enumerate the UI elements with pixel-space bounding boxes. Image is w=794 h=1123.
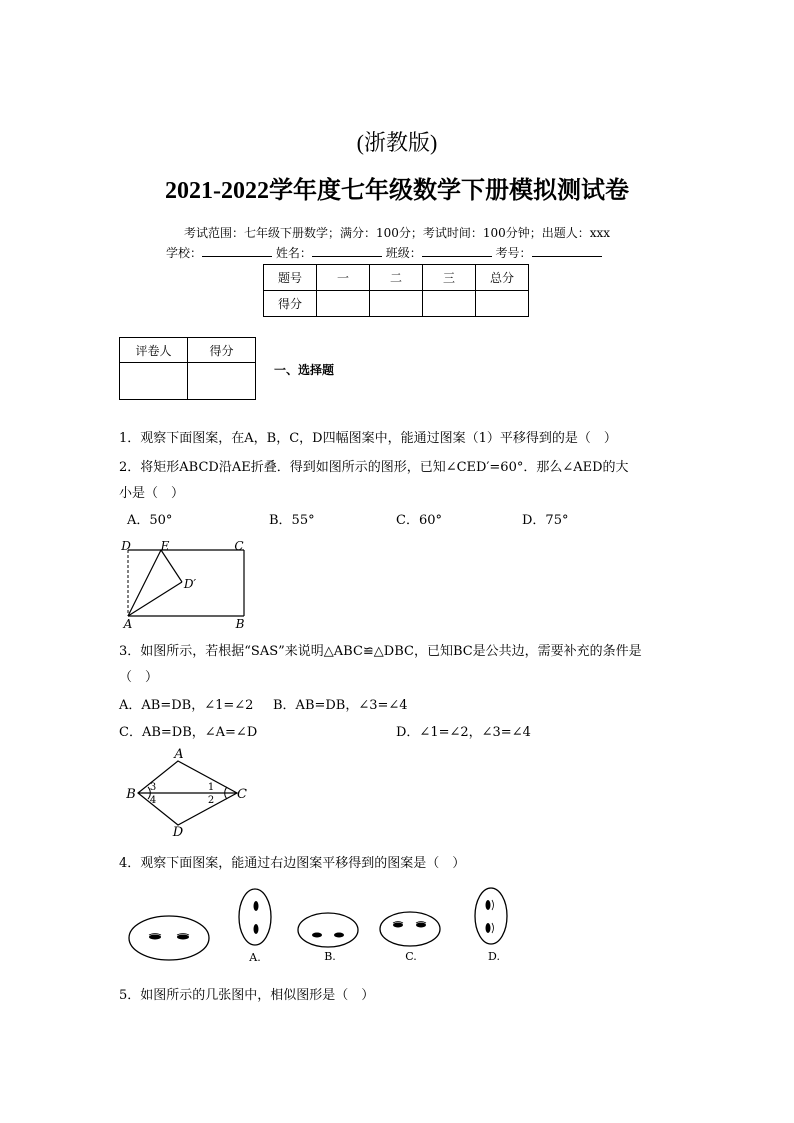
score-cell[interactable] <box>476 291 529 317</box>
label-angle-4: 4 <box>149 795 157 806</box>
q2-option-d: D．75° <box>522 513 569 528</box>
grader-table <box>119 337 256 400</box>
score-cell[interactable] <box>317 291 370 317</box>
option-c-label: C. <box>405 950 417 963</box>
score-table-header: 一 <box>317 265 370 291</box>
label-angle-2: 2 <box>207 795 215 806</box>
q4-figure <box>122 882 522 972</box>
class-label: 班级： <box>385 246 422 260</box>
q3-figure <box>122 745 252 840</box>
option-d-label: D. <box>488 950 500 963</box>
exam-no-label: 考号： <box>495 246 532 260</box>
label-angle-3: 3 <box>149 782 157 793</box>
score-table-header-row <box>264 265 529 291</box>
question-5: 5．如图所示的几张图中，相似图形是（ ） <box>119 988 375 1003</box>
score-table <box>263 264 529 317</box>
score-table-score-row <box>264 291 529 317</box>
option-c-eye-left <box>393 923 403 928</box>
school-label: 学校： <box>166 246 203 260</box>
question-2-line2: 小是（ ） <box>119 486 185 501</box>
q2-option-c: C．60° <box>396 513 442 528</box>
label-d: D <box>121 539 131 553</box>
question-2-line1: 2．将矩形ABCD沿AE折叠．得到如图所示的图形，已知∠CED′=60°．那么∠AED的大 <box>119 460 629 475</box>
label-e: E <box>160 539 170 553</box>
grader-score-header: 得分 <box>188 338 256 363</box>
label-d: D <box>172 825 184 840</box>
option-c-pattern <box>380 912 440 946</box>
school-field[interactable] <box>202 244 272 257</box>
option-d-brow-top <box>492 900 494 910</box>
label-d-prime: D′ <box>183 577 197 591</box>
q2-figure <box>118 536 253 631</box>
question-3-line2: （ ） <box>119 670 159 685</box>
score-row-label: 得分 <box>264 291 317 317</box>
page-title: 2021-2022学年度七年级数学下册模拟测试卷 <box>165 178 629 204</box>
option-d-pattern <box>475 888 507 944</box>
option-c-eye-right <box>416 923 426 928</box>
grader-score-cell[interactable] <box>188 363 256 400</box>
exam-no-field[interactable] <box>532 244 602 257</box>
label-a: A <box>123 617 133 631</box>
option-a-dot-top <box>254 901 259 911</box>
option-a-dot-bottom <box>254 924 259 934</box>
label-b: B <box>126 787 136 802</box>
score-cell[interactable] <box>370 291 423 317</box>
option-a-label: A. <box>249 951 261 964</box>
original-pattern-outline <box>129 916 209 960</box>
label-a: A <box>174 747 184 762</box>
q2-option-b: B．55° <box>269 513 315 528</box>
option-d-dot-bottom <box>486 923 491 933</box>
grader-cell[interactable] <box>120 363 188 400</box>
segment-ed-prime <box>161 550 182 582</box>
option-b-eye-left <box>312 933 322 938</box>
score-table-header: 三 <box>423 265 476 291</box>
label-b: B <box>235 617 245 631</box>
option-a-pattern <box>239 889 271 945</box>
score-table-header: 总分 <box>476 265 529 291</box>
option-b-pattern <box>298 913 358 947</box>
subtitle: (浙教版) <box>356 130 438 155</box>
label-c: C <box>234 539 244 553</box>
exam-scope: 考试范围：七年级下册数学；满分：100分；考试时间：100分钟；出题人：xxx <box>183 226 611 240</box>
grader-table-header-row <box>120 338 256 363</box>
q2-option-a: A．50° <box>127 513 173 528</box>
name-field[interactable] <box>312 244 382 257</box>
original-pattern-eye-right <box>177 935 189 940</box>
grader-table-blank-row <box>120 363 256 400</box>
student-info-row <box>166 244 602 261</box>
label-angle-1: 1 <box>207 782 215 793</box>
original-pattern-eye-left <box>149 935 161 940</box>
q3-option-c: C．AB=DB，∠A=∠D <box>119 725 258 740</box>
question-4: 4．观察下面图案，能通过右边图案平移得到的图案是（ ） <box>119 856 466 871</box>
grader-header: 评卷人 <box>120 338 188 363</box>
question-3-line1: 3．如图所示，若根据“SAS”来说明△ABC≌△DBC，已知BC是公共边，需要补充的条件是 <box>119 644 642 659</box>
option-b-label: B. <box>324 950 336 963</box>
q3-option-d: D．∠1=∠2，∠3=∠4 <box>396 725 531 740</box>
option-b-eye-right <box>334 933 344 938</box>
name-label: 姓名： <box>275 246 312 260</box>
question-1: 1．观察下面图案，在A，B，C，D四幅图案中，能通过图案（1）平移得到的是（ ） <box>119 431 617 446</box>
score-table-header: 二 <box>370 265 423 291</box>
section-heading: 一、选择题 <box>274 363 335 377</box>
q3-option-a: A．AB=DB，∠1=∠2 <box>119 698 254 713</box>
option-d-dot-top <box>486 900 491 910</box>
score-table-header: 题号 <box>264 265 317 291</box>
option-d-brow-bottom <box>492 923 494 933</box>
q3-option-b: B．AB=DB，∠3=∠4 <box>273 698 408 713</box>
label-c: C <box>237 787 247 802</box>
class-field[interactable] <box>422 244 492 257</box>
score-cell[interactable] <box>423 291 476 317</box>
